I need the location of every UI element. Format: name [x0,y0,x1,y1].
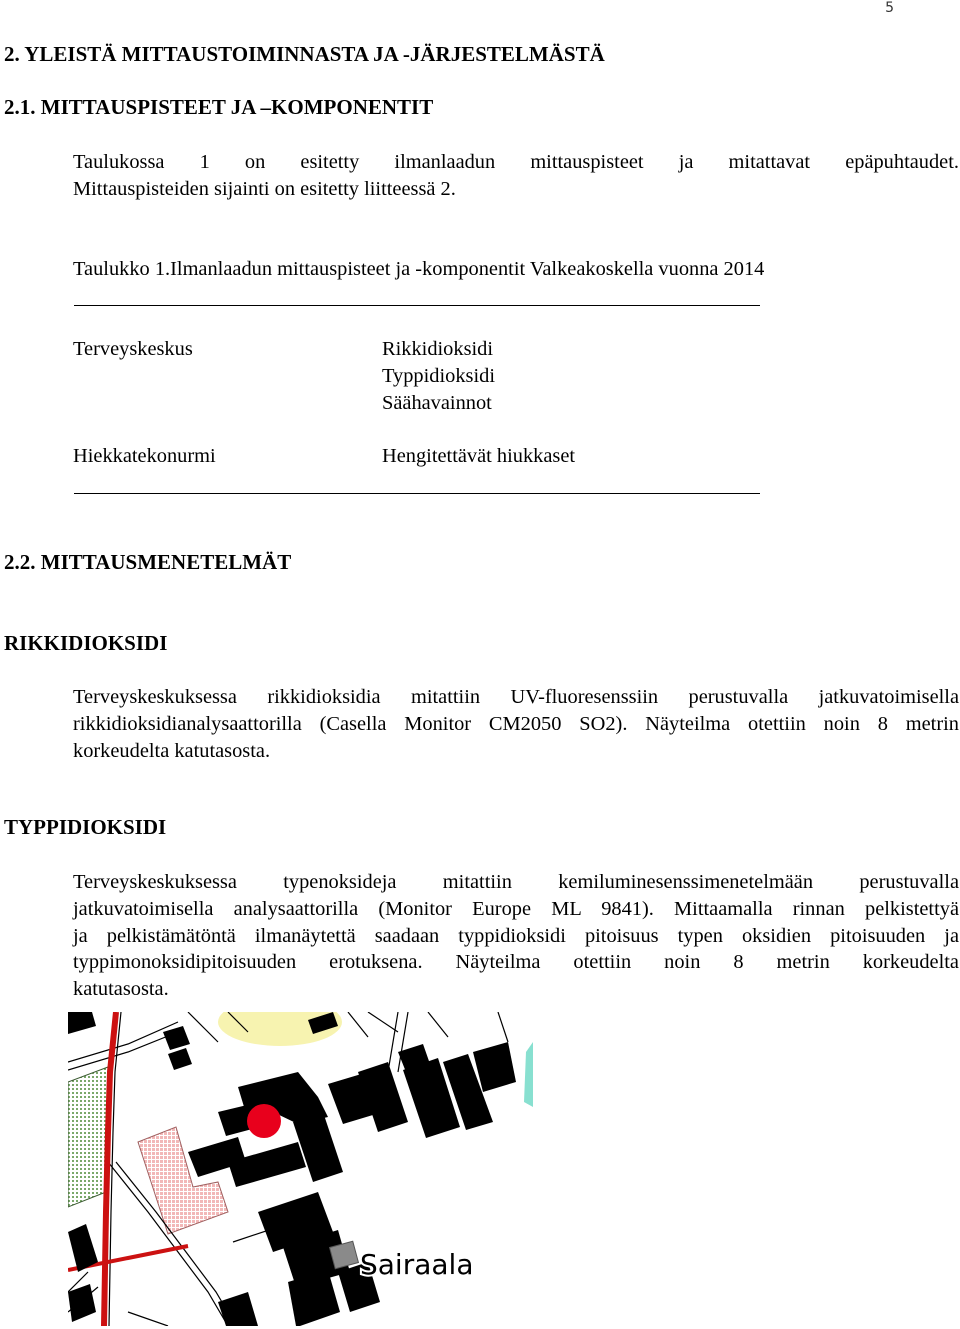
map-svg [68,1012,533,1326]
no2-line: typpimonoksidipitoisuuden erotuksena. Näyteilma otettiin noin 8 metrin korkeudelta [73,951,959,974]
intro-line-2: Mittauspisteiden sijainti on esitetty liitteessä 2. [73,177,456,200]
so2-line: Terveyskeskuksessa rikkidioksidia mitattiin UV-fluoresenssiin perustuvalla jatkuvatoimisella [73,686,959,708]
measurement-point-marker [247,1104,281,1138]
table-caption: Taulukko 1.Ilmanlaadun mittauspisteet ja -komponentit Valkeakoskella vuonna 2014 [73,258,765,280]
no2-paragraph [73,869,959,1003]
table-bottom-rule [74,493,760,494]
pink-area [138,1127,228,1234]
section-title: 2. YLEISTÄ MITTAUSTOIMINNASTA JA -JÄRJESTELMÄSTÄ [4,42,605,66]
table-site-2: Hiekkatekonurmi [73,445,216,467]
subsection-title-2: 2.2. MITTAUSMENETELMÄT [4,550,292,574]
no2-line: jatkuvatoimisella analysaattorilla (Monitor Europe ML 9841). Mittaamalla rinnan pelkistettyä [73,897,959,920]
map-label: Sairaala [360,1248,474,1281]
so2-line: rikkidioksidianalysaattorilla (Casella Monitor CM2050 SO2). Näyteilma otettiin noin 8 metrin [73,712,959,735]
table-top-rule [74,305,760,306]
table-site-1: Terveyskeskus [73,338,193,360]
no2-line: Terveyskeskuksessa typenoksideja mitattiin kemiluminesenssimenetelmään perustuvalla [73,871,959,893]
table-component: Säähavainnot [382,392,492,414]
table-component: Rikkidioksidi [382,338,494,360]
no2-heading: TYPPIDIOKSIDI [4,815,167,839]
table-component: Typpidioksidi [382,365,495,387]
aqua-area [524,1042,533,1107]
subsection-title-1: 2.1. MITTAUSPISTEET JA –KOMPONENTIT [4,95,434,119]
so2-line: korkeudelta katutasosta. [73,739,271,762]
no2-line: katutasosta. [73,978,169,1001]
so2-heading: RIKKIDIOKSIDI [4,631,168,655]
page-number: 5 [885,0,894,16]
intro-line-1: Taulukossa 1 on esitetty ilmanlaadun mittauspisteet ja mitattavat epäpuhtaudet. [73,151,959,173]
table-component: Hengitettävät hiukkaset [382,445,576,467]
green-area [68,1067,108,1207]
so2-paragraph [73,684,959,764]
location-map [68,1012,533,1326]
no2-line: ja pelkistämätöntä ilmanäytettä saadaan typpidioksidi pitoisuus typen oksidien pitoisuuden ja [73,924,959,947]
intro-paragraph [73,149,959,203]
